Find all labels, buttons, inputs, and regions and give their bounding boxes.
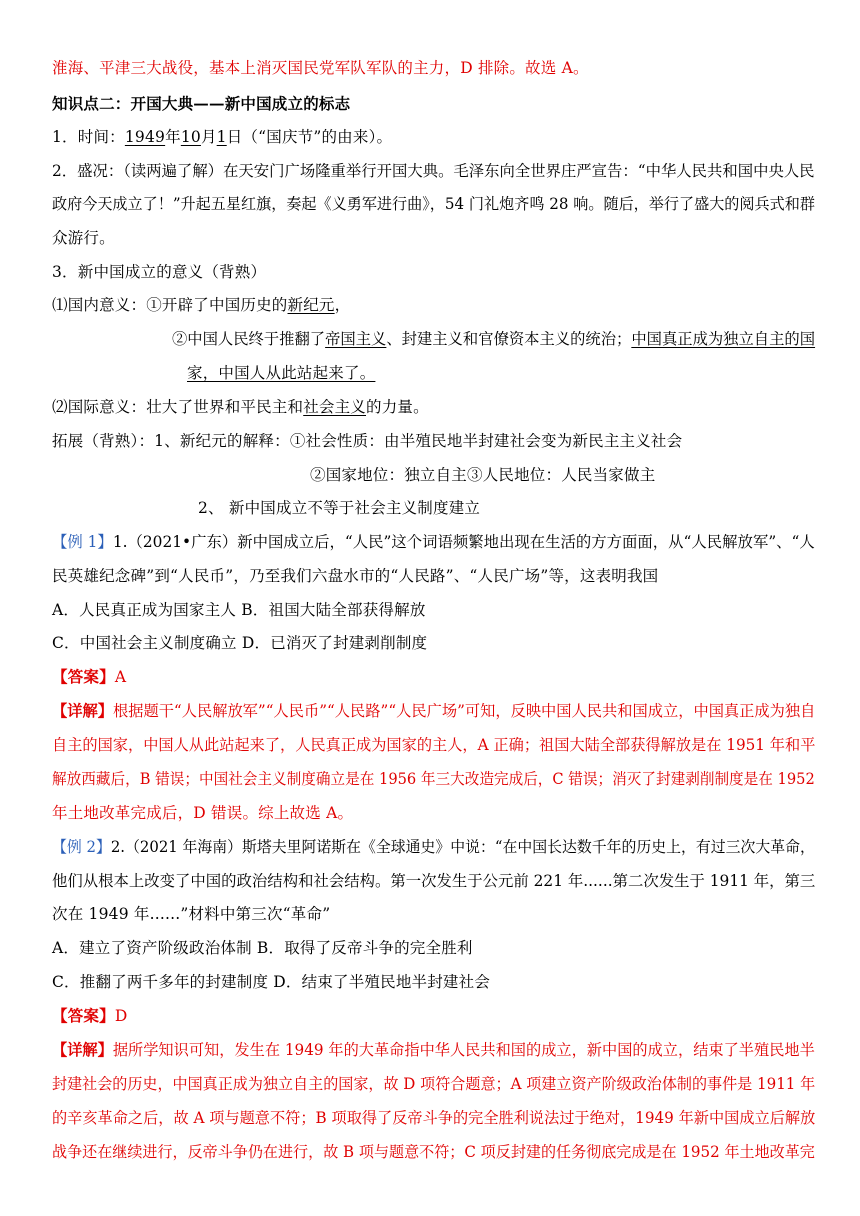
significance-title: 3．新中国成立的意义（背熟） <box>52 263 267 281</box>
example1-q1: 1.（2021•广东）新中国成立后，“人民”这个词语频繁地出现在生活的方方面面，从“人民解放军”、“人 <box>112 533 815 551</box>
example2-answer <box>52 1005 127 1027</box>
international-significance <box>52 396 429 418</box>
example2-answer-value: D <box>114 1007 128 1025</box>
example2-question-line-3: 次在 1949 年......”材料中第三次“革命” <box>52 905 331 923</box>
time-year: 1949 <box>124 128 166 146</box>
example1-answer <box>52 666 126 688</box>
domestic-l2-a: ②中国人民终于推翻了 <box>172 330 326 348</box>
example2-answer-tag: 【答案】 <box>52 1006 115 1025</box>
scene-line-3: 众游行。 <box>52 229 115 247</box>
example2-options-2: C．推翻了两千多年的封建制度 D．结束了半殖民地半封建社会 <box>52 973 491 991</box>
domestic-l2-c: 中国真正成为独立自主的国 <box>631 330 816 348</box>
domestic-significance-3: 家，中国人从此站起来了。 <box>187 364 376 382</box>
example1-detail-text-1: 根据题干“人民解放军”“人民币”“人民路”“人民广场”可知，反映中国人民共和国成立，中国真正成为独自 <box>112 702 816 720</box>
example2-detail-text-1: 据所学知识可知，发生在 1949 年的大革命指中华人民共和国的成立，新中国的成立，结束了半殖民地半 <box>112 1041 815 1059</box>
example2-question-line-1 <box>52 836 815 858</box>
example1-answer-tag: 【答案】 <box>52 667 115 686</box>
imperialism-term: 帝国主义 <box>325 330 387 348</box>
time-day: 1 <box>216 128 227 146</box>
new-era-term: 新纪元 <box>287 296 335 314</box>
example2-q1: 2.（2021 年海南）斯塔夫里阿诺斯在《全球通史》中说：“在中国长达数千年的历史上，有过三次大革命， <box>110 838 815 856</box>
previous-detail-tail: 淮海、平津三大战役，基本上消灭国民党军队军队的主力，D 排除。故选 A。 <box>52 59 589 77</box>
domestic-prefix: ⑴国内意义：①开辟了中国历史的 <box>52 296 288 314</box>
founding-time <box>52 126 392 148</box>
domestic-comma: ， <box>334 296 351 314</box>
example1-detail-1 <box>52 700 815 722</box>
time-month-char: 月 <box>200 128 217 146</box>
example1-question-line-1 <box>52 531 815 553</box>
domestic-significance-2 <box>172 328 815 350</box>
international-prefix: ⑵国际意义：壮大了世界和平民主和 <box>52 398 304 416</box>
example1-detail-4: 年土地改革完成后，D 错误。综上故选 A。 <box>52 804 354 822</box>
example1-detail-2: 自主的国家，中国人从此站起来了，人民真正成为国家的主人，A 正确；祖国大陆全部获得解放是在 1951 年和平 <box>52 736 816 754</box>
time-suffix: 日（“国庆节”的由来）。 <box>226 128 393 146</box>
extend-line-1: 拓展（背熟）：1、新纪元的解释：①社会性质：由半殖民地半封建社会变为新民主主义社会 <box>52 432 683 450</box>
time-prefix: 1．时间： <box>52 128 125 146</box>
example1-options-2: C．中国社会主义制度确立 D．已消灭了封建剥削制度 <box>52 634 428 652</box>
example2-detail-1 <box>52 1039 815 1061</box>
example2-detail-tag: 【详解】 <box>52 1040 113 1059</box>
example2-options-1: A．建立了资产阶级政治体制 B．取得了反帝斗争的完全胜利 <box>52 939 473 957</box>
scene-line-2: 政府今天成立了！”升起五星红旗，奏起《义勇军进行曲》，54 门礼炮齐鸣 28 响。随后，举行了盛大的阅兵式和群 <box>52 195 815 213</box>
international-suffix: 的力量。 <box>366 398 429 416</box>
example2-detail-4: 战争还在继续进行，反帝斗争仍在进行，故 B 项与题意不符；C 项反封建的任务彻底完成是在 1952 年土地改革完 <box>52 1143 815 1161</box>
example1-question-line-2: 民英雄纪念碑”到“人民币”，乃至我们六盘水市的“人民路”、“人民广场”等，这表明我国 <box>52 567 659 585</box>
extend-line-3: 2、 新中国成立不等于社会主义制度建立 <box>198 499 481 517</box>
time-year-char: 年 <box>165 128 181 146</box>
example2-detail-2: 封建社会的历史，中国真正成为独立自主的国家，故 D 项符合题意；A 项建立资产阶级政治体制的事件是 1911 年 <box>52 1075 816 1093</box>
example2-question-line-2: 他们从根本上改变了中国的政治结构和社会结构。第一次发生于公元前 221 年......第二次发生于 1911 年，第三 <box>52 872 816 890</box>
extend-line-2: ②国家地位：独立自主③人民地位：人民当家做主 <box>310 466 656 484</box>
domestic-significance-1 <box>52 294 350 316</box>
example2-tag: 【例 2】 <box>52 838 111 856</box>
domestic-l2-b: 、封建主义和官僚资本主义的统治； <box>386 330 632 348</box>
example1-detail-tag: 【详解】 <box>52 701 113 720</box>
example1-detail-3: 解放西藏后，B 错误；中国社会主义制度确立是在 1956 年三大改造完成后，C 错误；消灭了封建剥削制度是在 1952 <box>52 770 815 788</box>
scene-line-1: 2．盛况：（读两遍了解）在天安门广场隆重举行开国大典。毛泽东向全世界庄严宣告：“中华人民共和国中央人民 <box>52 162 815 180</box>
knowledge-point-heading: 知识点二：开国大典——新中国成立的标志 <box>52 94 351 113</box>
time-month: 10 <box>180 128 201 146</box>
example2-detail-3: 的辛亥革命之后，故 A 项与题意不符；B 项取得了反帝斗争的完全胜利说法过于绝对，1949 年新中国成立后解放 <box>52 1109 816 1127</box>
example1-options-1: A．人民真正成为国家主人 B．祖国大陆全部获得解放 <box>52 601 426 619</box>
socialism-term: 社会主义 <box>303 398 367 416</box>
example1-answer-value: A <box>114 668 127 686</box>
example1-tag: 【例 1】 <box>52 533 113 551</box>
